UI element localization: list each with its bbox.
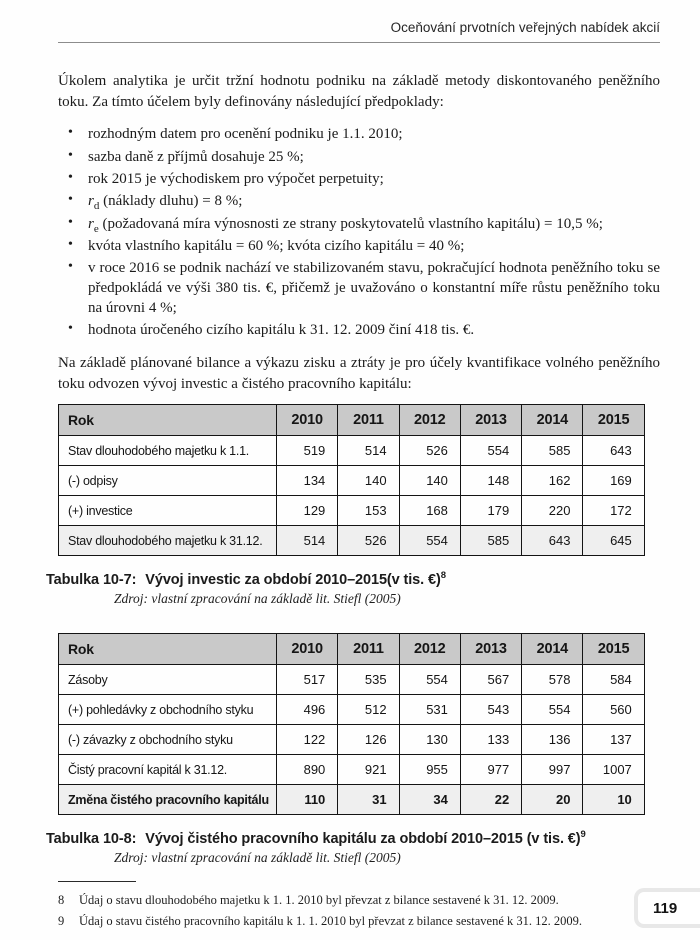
variable-subscript: d	[93, 200, 100, 213]
table-investments	[58, 404, 645, 556]
cell-value: 148	[460, 466, 521, 496]
row-label: (-) závazky z obchodního styku	[59, 725, 277, 755]
footnote-text: Údaj o stavu dlouhodobého majetku k 1. 1. 2010 byl převzat z bilance sestavené k 31. 12. 2009.	[79, 892, 559, 907]
list-item	[58, 125, 660, 145]
list-item-text: rok 2015 je východiskem pro výpočet perpetuity;	[88, 170, 384, 187]
cell-value: 955	[399, 755, 460, 785]
column-header-rok: Rok	[59, 634, 277, 665]
cell-value: 519	[277, 436, 338, 466]
column-header-year: 2013	[460, 634, 521, 665]
row-label: (+) pohledávky z obchodního styku	[59, 695, 277, 725]
footnote-8	[58, 890, 660, 911]
footnote-number: 8	[58, 892, 65, 907]
cell-value: 34	[399, 785, 460, 815]
cell-value: 512	[338, 695, 399, 725]
variable-symbol: r	[88, 215, 94, 232]
cell-value: 543	[460, 695, 521, 725]
bullet-icon: •	[68, 169, 73, 185]
cell-value: 585	[522, 436, 583, 466]
column-header-year: 2011	[338, 405, 399, 436]
column-header-year: 2010	[277, 634, 338, 665]
table-row	[59, 665, 645, 695]
list-item	[58, 148, 660, 168]
table-body	[59, 665, 645, 815]
caption-title: Vývoj investic za období 2010–2015(v tis. €)	[145, 572, 441, 589]
cell-value: 137	[583, 725, 644, 755]
bullet-icon: •	[68, 259, 73, 275]
list-item	[58, 192, 660, 212]
cell-value: 153	[338, 496, 399, 526]
cell-value: 567	[460, 665, 521, 695]
list-item-text: (náklady dluhu) = 8 %;	[99, 193, 243, 210]
cell-value: 162	[522, 466, 583, 496]
list-item	[58, 259, 660, 318]
cell-value: 890	[277, 755, 338, 785]
variable-subscript: e	[93, 222, 99, 235]
table-source-10-7: Zdroj: vlastní zpracování na základě lit. Stiefl (2005)	[114, 591, 401, 607]
column-header-year: 2014	[522, 405, 583, 436]
bullet-icon: •	[68, 236, 73, 252]
table-header-row	[59, 405, 645, 436]
cell-value: 168	[399, 496, 460, 526]
table-row	[59, 496, 645, 526]
footnote-divider	[58, 881, 136, 882]
footnote-ref: 8	[440, 570, 446, 582]
table-row	[59, 466, 645, 496]
assumptions-list	[58, 125, 660, 340]
column-header-year: 2011	[338, 634, 399, 665]
cell-value: 643	[522, 526, 583, 556]
cell-value: 122	[277, 725, 338, 755]
cell-value: 554	[399, 526, 460, 556]
column-header-year: 2013	[460, 405, 521, 436]
running-header-text: Oceňování prvotních veřejných nabídek akcií	[390, 20, 660, 35]
row-label: Čistý pracovní kapitál k 31.12.	[59, 755, 277, 785]
row-label: Zásoby	[59, 665, 277, 695]
column-header-year: 2010	[277, 405, 338, 436]
cell-value: 578	[522, 665, 583, 695]
cell-value: 584	[583, 665, 644, 695]
cell-value: 514	[277, 526, 338, 556]
row-label: (-) odpisy	[59, 466, 277, 496]
fcf-paragraph: Na základě plánované bilance a výkazu zisku a ztráty je pro účely kvantifikace volného peněžního toku odvozen vývoj investic a čistého pracovního kapitálu:	[58, 354, 660, 392]
row-label: Stav dlouhodobého majetku k 1.1.	[59, 436, 277, 466]
list-item-text: kvóta vlastního kapitálu = 60 %; kvóta cizího kapitálu = 40 %;	[88, 237, 465, 254]
caption-label: Tabulka 10-7:	[46, 572, 137, 589]
cell-value: 220	[522, 496, 583, 526]
cell-value: 136	[522, 725, 583, 755]
cell-value: 179	[460, 496, 521, 526]
cell-value: 554	[522, 695, 583, 725]
cell-value: 133	[460, 725, 521, 755]
cell-value: 921	[338, 755, 399, 785]
table-caption-10-7	[46, 570, 660, 588]
cell-value: 22	[460, 785, 521, 815]
cell-value: 645	[583, 526, 644, 556]
table-body	[59, 436, 645, 556]
cell-value: 140	[338, 466, 399, 496]
cell-value: 20	[522, 785, 583, 815]
column-header-year: 2012	[399, 405, 460, 436]
cell-value: 1007	[583, 755, 644, 785]
cell-value: 172	[583, 496, 644, 526]
cell-value: 560	[583, 695, 644, 725]
table-row	[59, 695, 645, 725]
cell-value: 526	[399, 436, 460, 466]
bullet-icon: •	[68, 321, 73, 337]
footnote-9	[58, 911, 660, 932]
table-row	[59, 755, 645, 785]
cell-value: 526	[338, 526, 399, 556]
row-label: Změna čistého pracovního kapitálu	[59, 785, 277, 815]
cell-value: 554	[399, 665, 460, 695]
running-header	[58, 20, 660, 43]
cell-value: 129	[277, 496, 338, 526]
bullet-icon: •	[68, 214, 73, 230]
table-header-row	[59, 634, 645, 665]
list-item-text: sazba daně z příjmů dosahuje 25 %;	[88, 148, 304, 165]
list-item-text: hodnota úročeného cizího kapitálu k 31. 12. 2009 činí 418 tis. €.	[88, 322, 475, 339]
list-item-text: (požadovaná míra výnosnosti ze strany poskytovatelů vlastního kapitálu) = 10,5 %;	[98, 215, 603, 232]
table-row	[59, 785, 645, 815]
list-item	[58, 237, 660, 257]
footnote-text: Údaj o stavu čistého pracovního kapitálu k 1. 1. 2010 byl převzat z bilance sestavené k 31. 12. 2009.	[79, 913, 582, 928]
bullet-icon: •	[68, 192, 73, 208]
bullet-icon: •	[68, 147, 73, 163]
list-item-text: v roce 2016 se podnik nachází ve stabilizovaném stavu, pokračující hodnota peněžního toku se předpokládá ve výši 380 tis. €, přičemž je uvažováno o konstantní míře růstu peněžního toku na úrovni 4 %;	[88, 260, 660, 316]
bullet-icon: •	[68, 125, 73, 141]
cell-value: 496	[277, 695, 338, 725]
column-header-year: 2014	[522, 634, 583, 665]
row-label: Stav dlouhodobého majetku k 31.12.	[59, 526, 277, 556]
cell-value: 531	[399, 695, 460, 725]
footnote-number: 9	[58, 913, 65, 928]
table-row	[59, 436, 645, 466]
cell-value: 977	[460, 755, 521, 785]
page-number-tab	[634, 888, 700, 928]
cell-value: 130	[399, 725, 460, 755]
list-item	[58, 321, 660, 341]
list-item	[58, 215, 660, 235]
table-caption-10-8	[46, 829, 660, 847]
caption-label: Tabulka 10-8:	[46, 830, 137, 847]
table-working-capital	[58, 633, 645, 815]
table-row	[59, 526, 645, 556]
cell-value: 517	[277, 665, 338, 695]
column-header-year: 2015	[583, 634, 644, 665]
cell-value: 535	[338, 665, 399, 695]
row-label: (+) investice	[59, 496, 277, 526]
cell-value: 997	[522, 755, 583, 785]
list-item-text: rozhodným datem pro ocenění podniku je 1.1. 2010;	[88, 126, 403, 143]
cell-value: 134	[277, 466, 338, 496]
table-row	[59, 725, 645, 755]
cell-value: 169	[583, 466, 644, 496]
cell-value: 31	[338, 785, 399, 815]
cell-value: 140	[399, 466, 460, 496]
column-header-year: 2015	[583, 405, 644, 436]
cell-value: 514	[338, 436, 399, 466]
cell-value: 126	[338, 725, 399, 755]
cell-value: 10	[583, 785, 644, 815]
cell-value: 110	[277, 785, 338, 815]
cell-value: 643	[583, 436, 644, 466]
cell-value: 585	[460, 526, 521, 556]
page-number: 119	[653, 899, 678, 917]
table-source-10-8: Zdroj: vlastní zpracování na základě lit. Stiefl (2005)	[114, 849, 401, 865]
intro-paragraph: Úkolem analytika je určit tržní hodnotu podniku na základě metody diskontovaného peněžního toku. Za tímto účelem byly definovány následující předpoklady:	[58, 73, 660, 110]
cell-value: 554	[460, 436, 521, 466]
column-header-rok: Rok	[59, 405, 277, 436]
column-header-year: 2012	[399, 634, 460, 665]
variable-symbol: r	[88, 193, 94, 210]
list-item	[58, 170, 660, 190]
footnote-ref: 9	[580, 829, 586, 841]
caption-title: Vývoj čistého pracovního kapitálu za období 2010–2015 (v tis. €)	[145, 830, 581, 847]
